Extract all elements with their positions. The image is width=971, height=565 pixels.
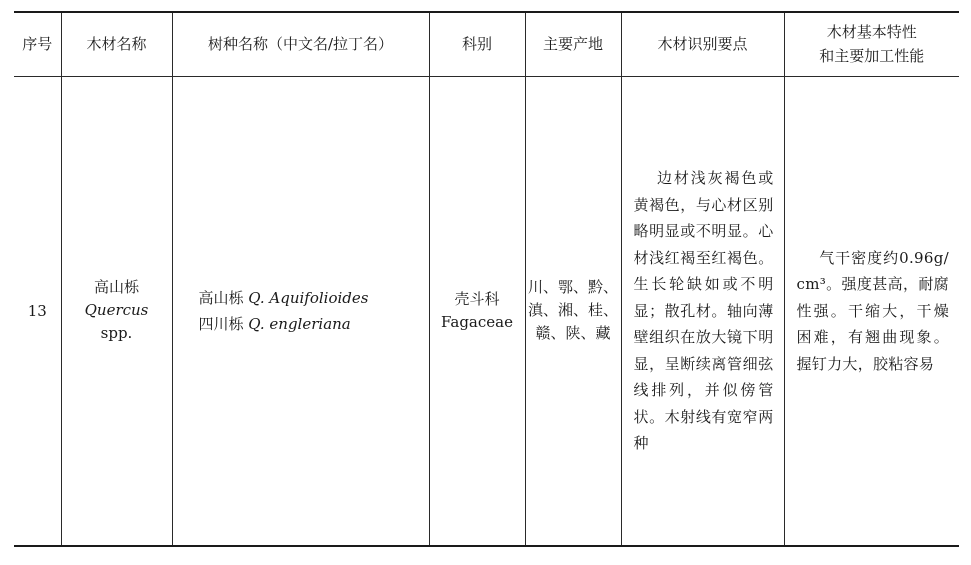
table-row [14,76,959,546]
wood-name-cn: 高山栎 [93,278,139,297]
header-seq: 序号 [14,12,61,76]
species-genus: Q. [248,314,265,333]
cell-seq: 13 [14,76,61,546]
species-cn: 四川栎 [198,314,244,333]
wood-species-table [14,11,959,547]
header-properties-line2: 和主要加工性能 [819,47,925,66]
header-species-name: 树种名称（中文名/拉丁名） [172,12,429,76]
origin-line: 川、鄂、黔、 [527,278,618,297]
header-row [14,12,959,76]
family-cn: 壳斗科 [454,289,500,308]
header-origin: 主要产地 [525,12,621,76]
cell-family [429,76,525,546]
family-latin: Fagaceae [441,312,513,331]
header-properties-line1: 木材基本特性 [826,23,917,42]
cell-wood-name [61,76,172,546]
cell-properties [784,76,959,546]
cell-species-name [172,76,429,546]
header-identification: 木材识别要点 [621,12,784,76]
properties-text: 气干密度约0.96g/cm³。强度甚高，耐腐性强。干缩大，干燥困难，有翘曲现象。握钉力大，胶粘容易 [796,248,949,373]
header-properties [784,12,959,76]
identification-text: 边材浅灰褐色或黄褐色，与心材区别略明显或不明显。心材浅红褐至红褐色。生长轮缺如或不明显；散孔材。轴向薄壁组织在放大镜下明显，呈断续离管细弦线排列，并似傍管状。木射线有宽窄两种 [633,169,774,452]
origin-line: 赣、陕、藏 [535,324,611,343]
species-epithet: Aquifolioides [269,288,369,307]
header-wood-name: 木材名称 [61,12,172,76]
species-epithet: engleriana [269,314,351,333]
species-item [173,311,429,337]
species-genus: Q. [248,288,265,307]
cell-origin [525,76,621,546]
wood-name-genus: Quercus [84,301,149,320]
cell-identification [621,76,784,546]
header-family: 科别 [429,12,525,76]
origin-line: 滇、湘、桂、 [527,301,618,320]
species-cn: 高山栎 [198,288,244,307]
species-item [173,285,429,311]
wood-name-spp: spp. [100,324,133,343]
